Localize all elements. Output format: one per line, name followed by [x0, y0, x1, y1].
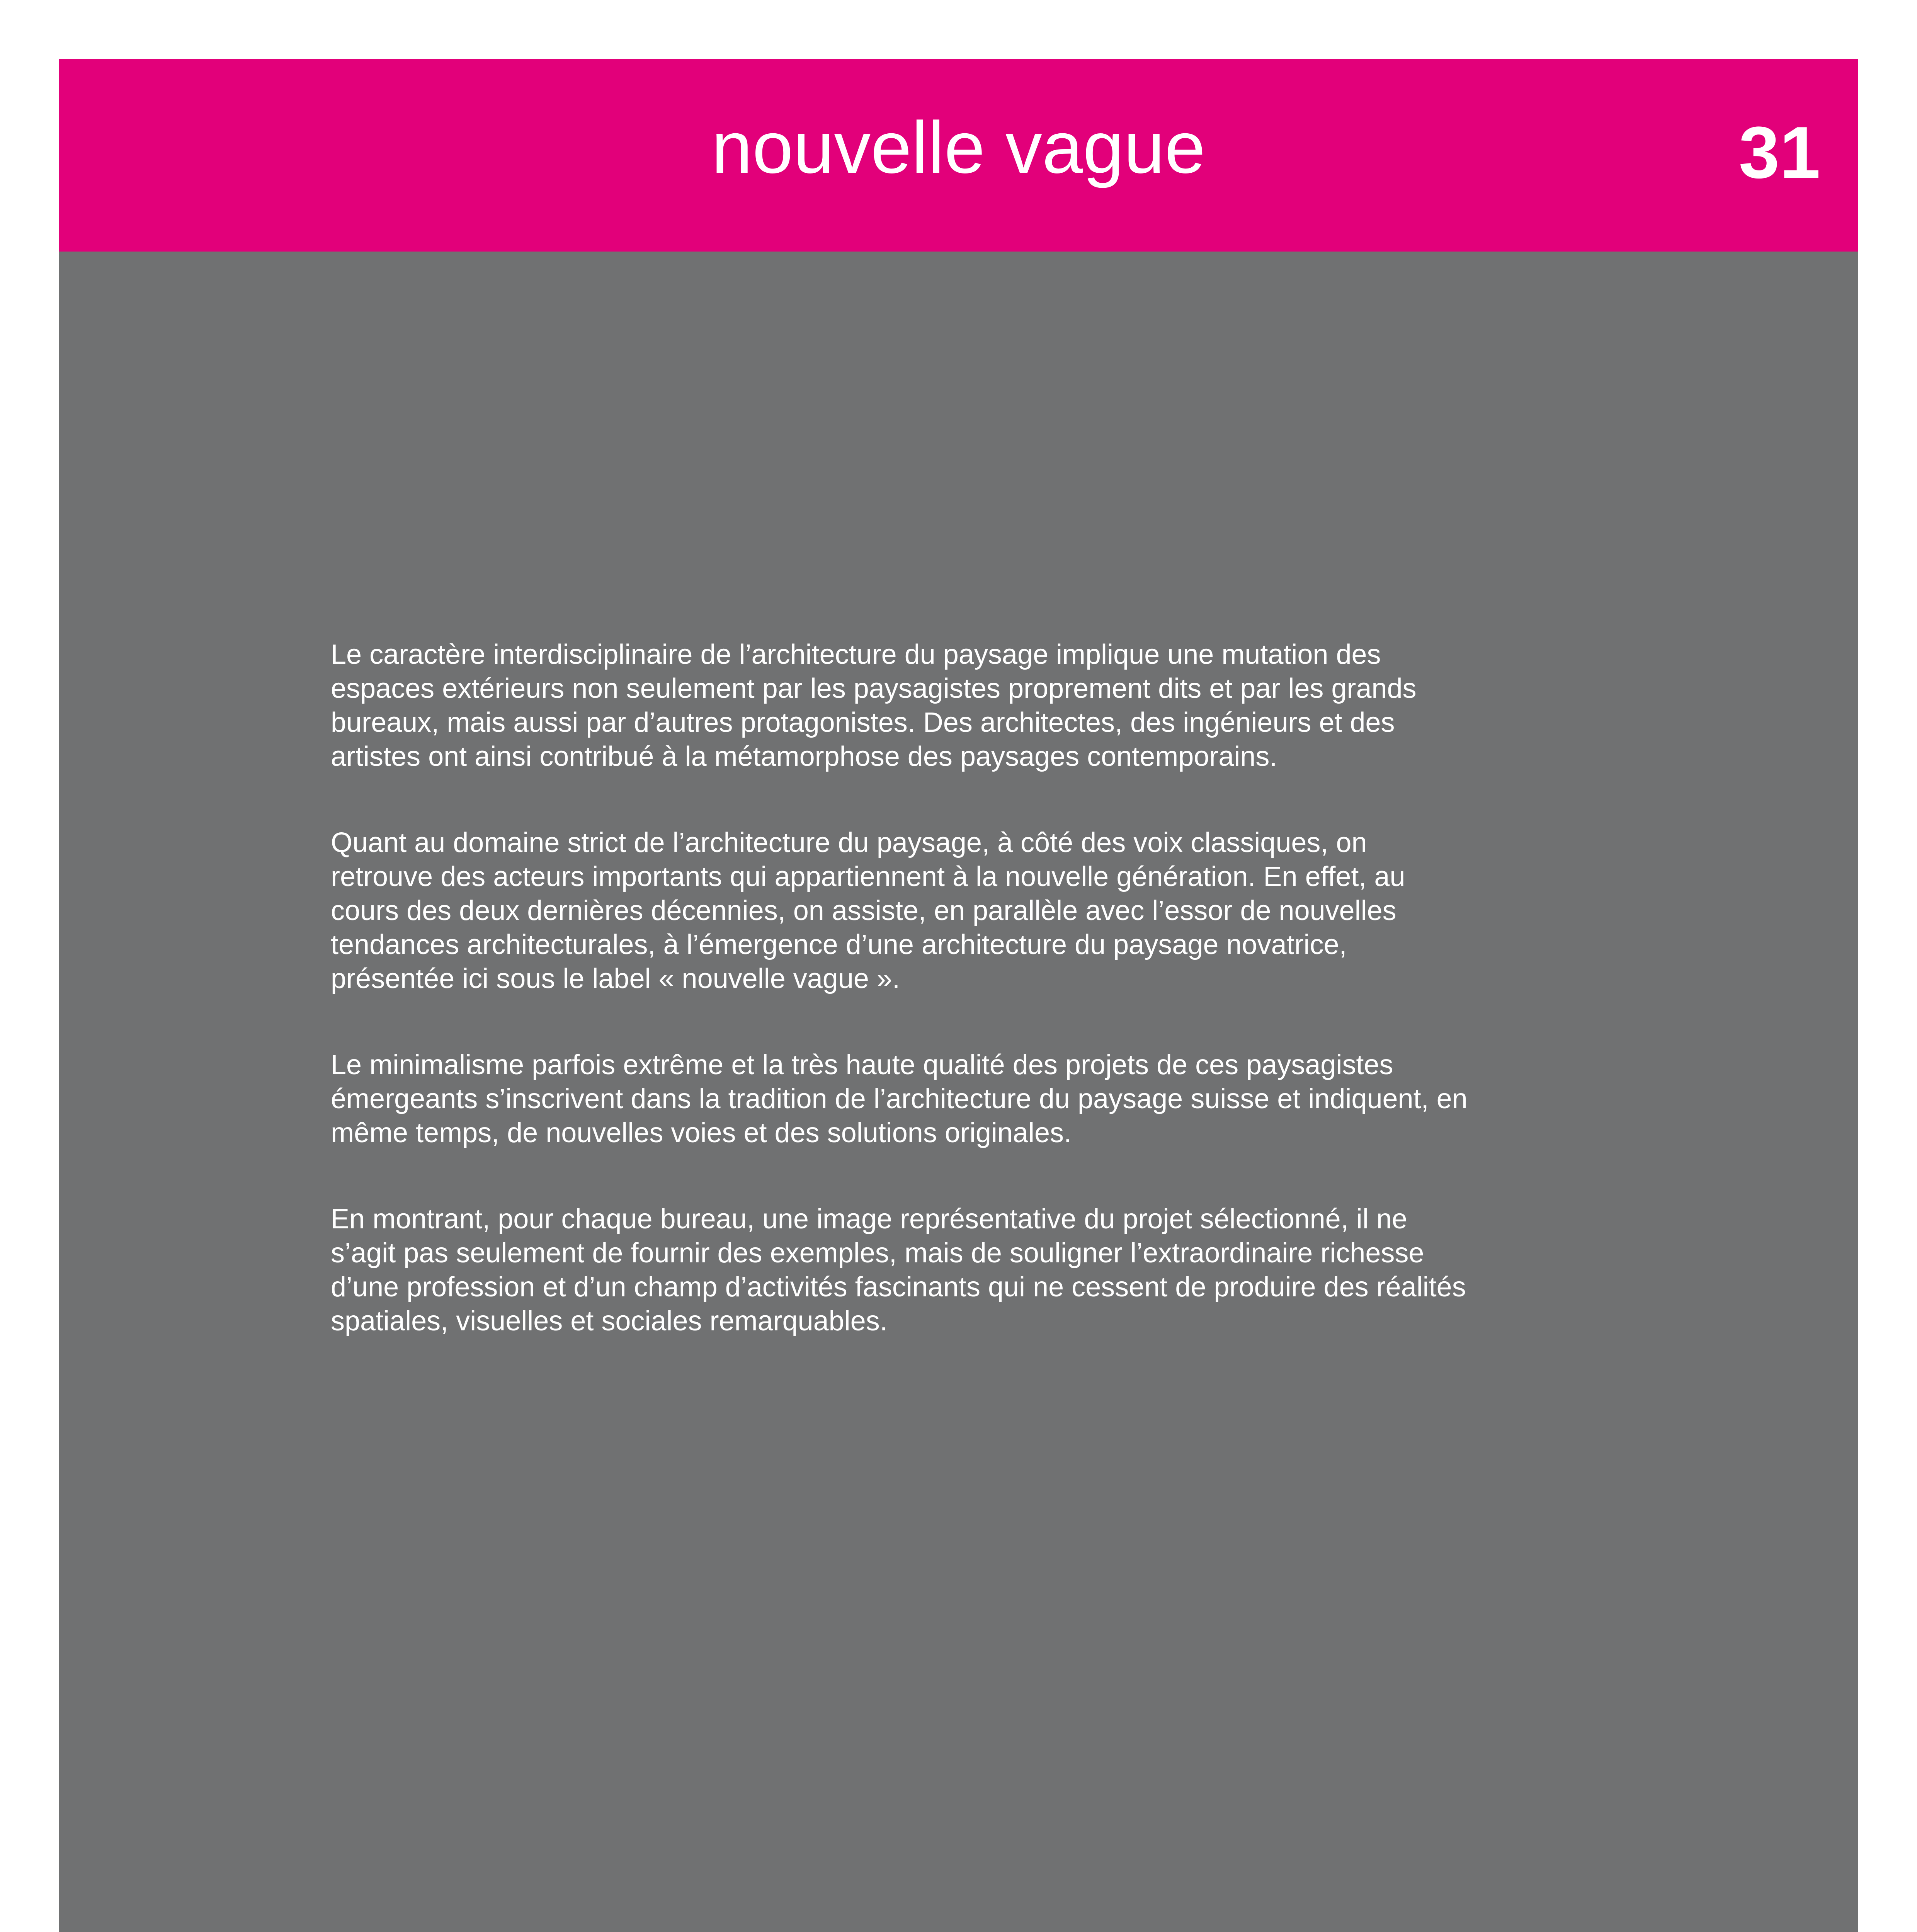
body-text: [331, 638, 1475, 1390]
paragraph: En montrant, pour chaque bureau, une image représentative du projet sélectionné, il ne s’agit pas seulement de fournir des exemples, mais de souligner l’extraordinaire richesse d’une profession et d’un champ d’activités fascinants qui ne cessent de produire des réalités spatiales, visuelles et sociales remarquables.: [331, 1204, 1466, 1337]
paragraph: Le minimalisme parfois extrême et la très haute qualité des projets de ces paysagistes émergeants s’inscrivent dans la tradition de l’architecture du paysage suisse et indiquent, en même temps, de nouvelles voies et des solutions originales.: [331, 1049, 1468, 1148]
paragraph: Le caractère interdisciplinaire de l’architecture du paysage implique une mutation des espaces extérieurs non seulement par les paysagistes proprement dits et par les grands bureaux, mais aussi par d’autres protagonistes. Des architectes, des ingénieurs et des artistes ont ainsi contribué à la métamorphose des paysages contemporains.: [331, 639, 1417, 772]
page-title: nouvelle vague: [711, 107, 1206, 189]
header-bar: [59, 59, 1858, 252]
paragraph: Quant au domaine strict de l’architecture du paysage, à côté des voix classiques, on retrouve des acteurs importants qui appartiennent à la nouvelle génération. En effet, au cours des deux dernières décennies, on assiste, en parallèle avec l’essor de nouvelles tendances architecturales, à l’émergence d’une architecture du paysage novatrice, présentée ici sous le label « nouvelle vague ».: [331, 827, 1405, 994]
page-number: 31: [1738, 112, 1820, 194]
